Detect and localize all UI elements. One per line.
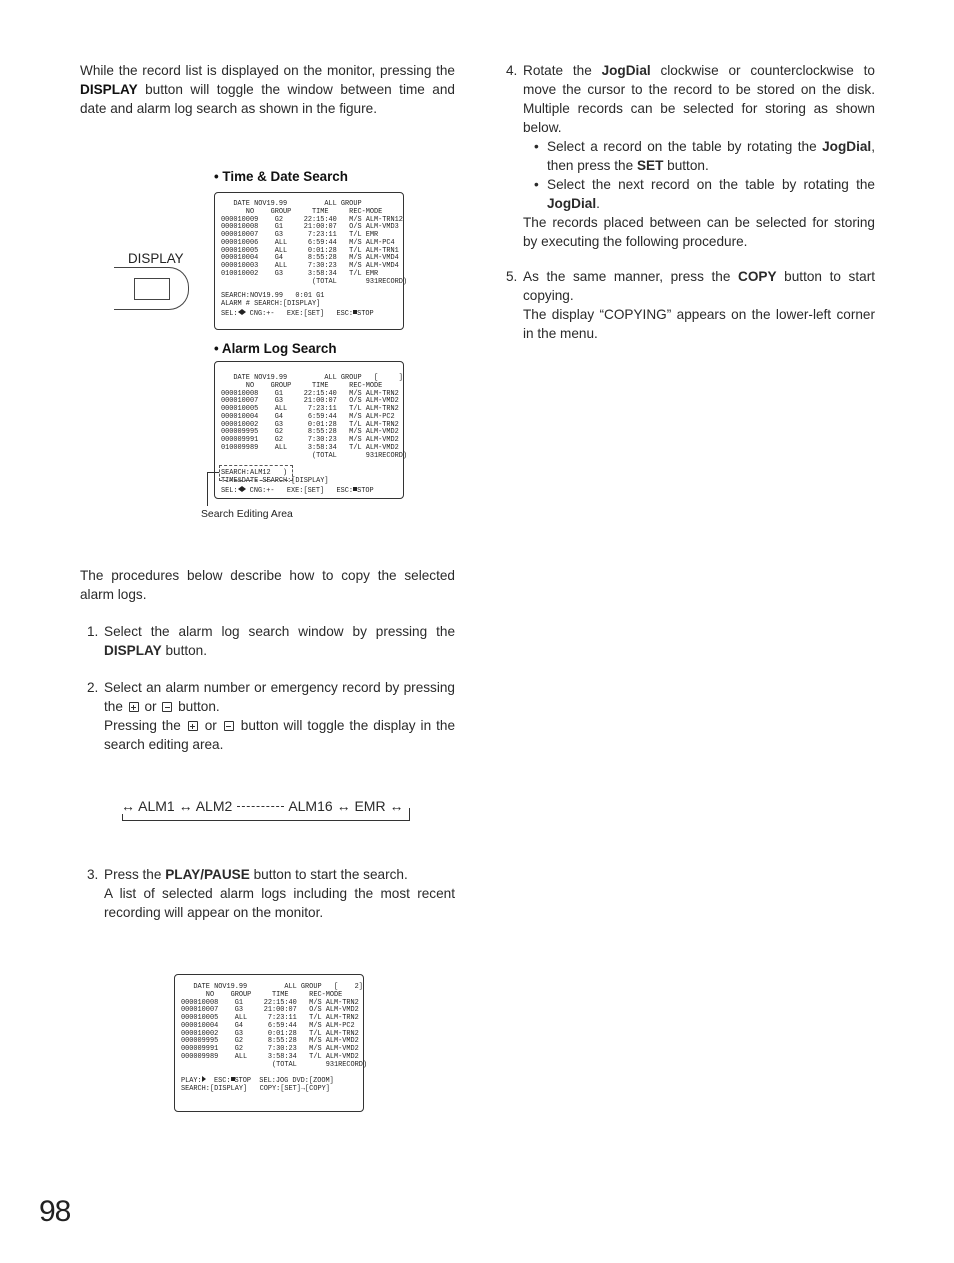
record-total: (TOTAL 931RECORD) xyxy=(221,451,408,460)
step-3: 3. Press the PLAY/PAUSE button to start the search. A list of selected alarm logs including the most recent recording will appear on the monitor. xyxy=(87,867,455,920)
toggle-line: TIME&DATE SEARCH:[DISPLAY] xyxy=(221,477,329,485)
sequence-ellipsis-line xyxy=(237,806,284,807)
search-editing-area-frame xyxy=(219,465,293,481)
record-row[interactable]: 000010004 G4 6:59:44 M/S ALM-PC2 xyxy=(221,412,395,421)
intro-paragraph: While the record list is displayed on the monitor, pressing the DISPLAY button will toggle the window between time and date and alarm log search as shown in the figure. xyxy=(80,63,455,116)
record-row[interactable]: 000010006 ALL 6:59:44 M/S ALM-PC4 xyxy=(221,238,395,247)
record-row[interactable]: 000009991 G2 7:30:23 M/S ALM-VMD2 xyxy=(181,1045,359,1053)
alarm-log-search-title: • Alarm Log Search xyxy=(214,341,337,356)
record-list xyxy=(221,217,407,279)
sequence-alm2: ALM2 xyxy=(195,798,233,814)
sequence-alm1: ALM1 xyxy=(138,798,175,814)
plus-key-icon xyxy=(188,721,198,731)
record-list xyxy=(181,1000,367,1062)
step-2: 2. Select an alarm number or emergency record by pressing the or button. Pressing the or button will toggle the display in the search editing area. xyxy=(87,680,455,752)
sequence-arrow: ↔ xyxy=(178,798,193,814)
sequence-emr: EMR xyxy=(354,798,386,814)
time-date-search-screen xyxy=(214,192,408,330)
record-row[interactable]: 000009991 G2 7:30:23 M/S ALM-VMD2 xyxy=(221,436,399,444)
step-4-bullet-2: • Select the next record on the table by rotating the JogDial. xyxy=(534,175,875,213)
toggle-sequence xyxy=(122,798,410,822)
record-row[interactable]: 000010007 G3 21:00:07 O/S ALM-VMD2 xyxy=(221,397,399,406)
search-editing-line: SEARCH:ALM12 ) xyxy=(221,469,288,478)
record-total: (TOTAL 931RECORD) xyxy=(221,277,408,286)
record-row[interactable]: 000010005 ALL 0:01:28 T/L ALM-TRN1 xyxy=(221,246,399,255)
search-editing-area-label: Search Editing Area xyxy=(201,509,293,520)
screen-header: DATE NOV19.99 ALL GROUP [ 2] NO GROUP TIME REC-MODE xyxy=(193,983,363,999)
record-row[interactable]: 010010002 G3 3:58:34 T/L EMR xyxy=(221,269,379,278)
record-row[interactable]: 000010008 G1 22:15:40 M/S ALM-TRN2 xyxy=(181,998,359,1007)
screen-header: DATE NOV19.99 ALL GROUP [ ] NO GROUP TIME REC-MODE xyxy=(233,374,403,390)
record-row[interactable]: 000010003 ALL 7:30:23 M/S ALM-VMD4 xyxy=(221,262,399,270)
step-5: 5. As the same manner, press the COPY button to start copying. The display “COPYING” appears on the lower-left corner in the menu. xyxy=(506,269,875,341)
record-list xyxy=(221,391,407,453)
record-row[interactable]: 000010005 ALL 7:23:11 T/L ALM-TRN2 xyxy=(181,1014,359,1022)
display-button-key xyxy=(134,278,170,300)
step-4: 4. Rotate the JogDial clockwise or counterclockwise to move the cursor to the record to be stored on the disk. Multiple records can be selected for storing as shown below. • Select a record on the table by rotating the JogDial, then press the SET button. • Select the next record on the table by rotating the JogDial. The records placed between can be selected for storing by executing the following procedure. xyxy=(523,61,875,251)
toggle-line: ALARM # SEARCH:[DISPLAY] xyxy=(221,300,321,308)
record-row[interactable]: 000010008 G1 21:00:07 O/S ALM-VMD3 xyxy=(221,223,399,232)
display-button-label: DISPLAY xyxy=(128,251,184,266)
record-row[interactable]: 000010009 G2 22:15:40 M/S ALM-TRN12 xyxy=(221,215,403,224)
record-row[interactable]: 000010004 G4 6:59:44 M/S ALM-PC2 xyxy=(181,1021,355,1030)
record-row[interactable]: 000009995 G2 8:55:28 M/S ALM-VMD2 xyxy=(181,1037,359,1046)
record-row[interactable]: 000010002 G3 0:01:28 T/L ALM-TRN2 xyxy=(181,1029,359,1038)
playback-help-line: PLAY: ESC: STOP SEL:JOG DVD:[ZOOM] xyxy=(181,1077,334,1086)
record-row[interactable]: 000009989 ALL 3:58:34 T/L ALM-VMD2 xyxy=(181,1052,359,1061)
time-date-search-title: • Time & Date Search xyxy=(214,169,348,184)
record-row[interactable]: 000009995 G2 8:55:28 M/S ALM-VMD2 xyxy=(221,428,399,437)
record-row[interactable]: 000010004 G4 8:55:28 M/S ALM-VMD4 xyxy=(221,254,399,263)
plus-key-icon xyxy=(129,702,139,712)
search-line: SEARCH:NOV19.99 0:01 G1 xyxy=(221,292,325,301)
sequence-arrow: ↔ xyxy=(389,798,404,814)
sequence-arrow: ↔ xyxy=(121,798,135,814)
minus-key-icon xyxy=(162,702,172,712)
display-button-illustration xyxy=(114,267,189,310)
record-row[interactable]: 000010007 G3 7:23:11 T/L EMR xyxy=(221,231,379,239)
search-result-screen xyxy=(174,974,368,1112)
procedures-intro: The procedures below describe how to copy the selected alarm logs. xyxy=(80,568,455,602)
page-number: 98 xyxy=(39,1195,71,1228)
sequence-arrow: ↔ xyxy=(336,798,351,814)
screen-header: DATE NOV19.99 ALL GROUP NO GROUP TIME REC-MODE xyxy=(233,200,383,216)
minus-key-icon xyxy=(224,721,234,731)
record-row[interactable]: 010009989 ALL 3:58:34 T/L ALM-VMD2 xyxy=(221,443,399,452)
record-row[interactable]: 000010007 G3 21:00:07 O/S ALM-VMD2 xyxy=(181,1006,359,1015)
key-help-line: SEL: CNG:+- EXE:[SET] ESC: STOP xyxy=(221,309,374,318)
sequence-alm16: ALM16 xyxy=(288,798,333,814)
record-row[interactable]: 000010005 ALL 7:23:11 T/L ALM-TRN2 xyxy=(221,405,399,413)
copy-help-line: SEARCH:[DISPLAY] COPY:[SET]→[COPY] xyxy=(181,1085,330,1093)
record-row[interactable]: 000010002 G3 0:01:28 T/L ALM-TRN2 xyxy=(221,420,399,429)
callout-line-horizontal xyxy=(207,472,219,473)
step-4-bullet-1: • Select a record on the table by rotating the JogDial, then press the SET button. xyxy=(534,137,875,175)
record-row[interactable]: 000010008 G1 22:15:40 M/S ALM-TRN2 xyxy=(221,389,399,398)
record-total: (TOTAL 931RECORD) xyxy=(181,1060,368,1069)
step-1: 1. Select the alarm log search window by pressing the DISPLAY button. xyxy=(87,624,455,658)
key-help-line: SEL: CNG:+- EXE:[SET] ESC: STOP xyxy=(221,486,374,495)
callout-line-vertical xyxy=(207,472,208,506)
